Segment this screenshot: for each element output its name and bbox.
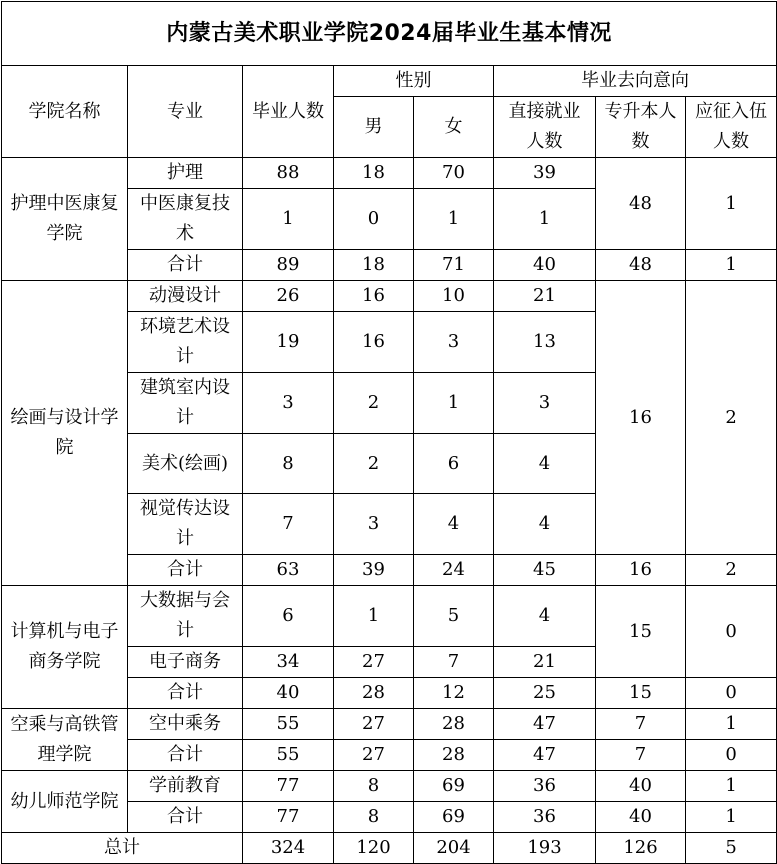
- upgrade-cell: 7: [596, 740, 686, 771]
- male-cell: 2: [334, 434, 414, 494]
- graduates-cell: 6: [243, 586, 334, 647]
- table-row: [2, 771, 777, 802]
- total-row: [2, 833, 777, 864]
- male-cell: 16: [334, 281, 414, 312]
- header-major: 专业: [128, 66, 243, 158]
- graduates-cell: 7: [243, 494, 334, 555]
- employment-cell: 40: [494, 250, 596, 281]
- major-name-cell: 动漫设计: [128, 281, 243, 312]
- title-row: [2, 2, 777, 66]
- upgrade-cell: 126: [596, 833, 686, 864]
- graduates-cell: 88: [243, 158, 334, 189]
- upgrade-cell: 48: [596, 158, 686, 250]
- enlist-cell: 1: [686, 250, 777, 281]
- female-cell: 1: [414, 189, 494, 250]
- graduates-cell: 19: [243, 312, 334, 373]
- employment-cell: 21: [494, 647, 596, 678]
- male-cell: 3: [334, 494, 414, 555]
- graduates-cell: 55: [243, 709, 334, 740]
- female-cell: 28: [414, 740, 494, 771]
- employment-cell: 45: [494, 555, 596, 586]
- header-employment: 直接就业人数: [494, 97, 596, 158]
- graduates-cell: 8: [243, 434, 334, 494]
- graduates-cell: 34: [243, 647, 334, 678]
- subtotal-label: 合计: [128, 678, 243, 709]
- female-cell: 71: [414, 250, 494, 281]
- employment-cell: 25: [494, 678, 596, 709]
- male-cell: 18: [334, 250, 414, 281]
- header-male: 男: [334, 97, 414, 158]
- header-female: 女: [414, 97, 494, 158]
- graduates-cell: 26: [243, 281, 334, 312]
- enlist-cell: 5: [686, 833, 777, 864]
- upgrade-cell: 48: [596, 250, 686, 281]
- enlist-cell: 0: [686, 740, 777, 771]
- header-graduates: 毕业人数: [243, 66, 334, 158]
- major-name-cell: 视觉传达设计: [128, 494, 243, 555]
- upgrade-cell: 40: [596, 802, 686, 833]
- table-row: [2, 709, 777, 740]
- header-enlist: 应征入伍人数: [686, 97, 777, 158]
- header-row-1: [2, 66, 777, 97]
- female-cell: 1: [414, 373, 494, 434]
- enlist-cell: 2: [686, 555, 777, 586]
- upgrade-cell: 15: [596, 678, 686, 709]
- college-name-cell: 空乘与高铁管理学院: [2, 709, 128, 771]
- major-name-cell: 空中乘务: [128, 709, 243, 740]
- employment-cell: 39: [494, 158, 596, 189]
- table-row: [2, 281, 777, 312]
- female-cell: 12: [414, 678, 494, 709]
- college-name-cell: 计算机与电子商务学院: [2, 586, 128, 709]
- male-cell: 28: [334, 678, 414, 709]
- graduates-cell: 55: [243, 740, 334, 771]
- graduates-cell: 77: [243, 771, 334, 802]
- total-label: 总计: [2, 833, 243, 864]
- male-cell: 16: [334, 312, 414, 373]
- employment-cell: 13: [494, 312, 596, 373]
- major-name-cell: 中医康复技术: [128, 189, 243, 250]
- header-destination: 毕业去向意向: [494, 66, 777, 97]
- male-cell: 8: [334, 771, 414, 802]
- female-cell: 6: [414, 434, 494, 494]
- employment-cell: 47: [494, 740, 596, 771]
- header-college: 学院名称: [2, 66, 128, 158]
- female-cell: 69: [414, 771, 494, 802]
- female-cell: 10: [414, 281, 494, 312]
- graduates-cell: 77: [243, 802, 334, 833]
- enlist-cell: 1: [686, 709, 777, 740]
- female-cell: 7: [414, 647, 494, 678]
- employment-cell: 21: [494, 281, 596, 312]
- graduates-cell: 324: [243, 833, 334, 864]
- enlist-cell: 1: [686, 771, 777, 802]
- upgrade-cell: 16: [596, 281, 686, 555]
- female-cell: 70: [414, 158, 494, 189]
- graduates-cell: 63: [243, 555, 334, 586]
- enlist-cell: 1: [686, 802, 777, 833]
- employment-cell: 193: [494, 833, 596, 864]
- college-name-cell: 幼儿师范学院: [2, 771, 128, 833]
- graduates-cell: 1: [243, 189, 334, 250]
- male-cell: 39: [334, 555, 414, 586]
- header-gender: 性别: [334, 66, 494, 97]
- enlist-cell: 0: [686, 678, 777, 709]
- male-cell: 2: [334, 373, 414, 434]
- table-title: 内蒙古美术职业学院2024届毕业生基本情况: [2, 2, 777, 66]
- enlist-cell: 0: [686, 586, 777, 678]
- upgrade-cell: 15: [596, 586, 686, 678]
- enlist-cell: 2: [686, 281, 777, 555]
- male-cell: 120: [334, 833, 414, 864]
- college-name-cell: 绘画与设计学院: [2, 281, 128, 586]
- female-cell: 28: [414, 709, 494, 740]
- major-name-cell: 护理: [128, 158, 243, 189]
- male-cell: 1: [334, 586, 414, 647]
- upgrade-cell: 16: [596, 555, 686, 586]
- employment-cell: 4: [494, 434, 596, 494]
- female-cell: 204: [414, 833, 494, 864]
- major-name-cell: 环境艺术设计: [128, 312, 243, 373]
- female-cell: 24: [414, 555, 494, 586]
- employment-cell: 3: [494, 373, 596, 434]
- employment-cell: 47: [494, 709, 596, 740]
- graduates-cell: 40: [243, 678, 334, 709]
- female-cell: 5: [414, 586, 494, 647]
- subtotal-label: 合计: [128, 555, 243, 586]
- male-cell: 27: [334, 647, 414, 678]
- table-row: [2, 586, 777, 647]
- header-upgrade: 专升本人数: [596, 97, 686, 158]
- graduates-cell: 3: [243, 373, 334, 434]
- table-row: [2, 158, 777, 189]
- female-cell: 4: [414, 494, 494, 555]
- male-cell: 27: [334, 709, 414, 740]
- enlist-cell: 1: [686, 158, 777, 250]
- female-cell: 3: [414, 312, 494, 373]
- subtotal-label: 合计: [128, 250, 243, 281]
- employment-cell: 36: [494, 771, 596, 802]
- major-name-cell: 大数据与会计: [128, 586, 243, 647]
- subtotal-label: 合计: [128, 740, 243, 771]
- major-name-cell: 建筑室内设计: [128, 373, 243, 434]
- employment-cell: 4: [494, 494, 596, 555]
- upgrade-cell: 40: [596, 771, 686, 802]
- employment-cell: 4: [494, 586, 596, 647]
- college-name-cell: 护理中医康复学院: [2, 158, 128, 281]
- male-cell: 0: [334, 189, 414, 250]
- major-name-cell: 美术(绘画): [128, 434, 243, 494]
- male-cell: 27: [334, 740, 414, 771]
- male-cell: 18: [334, 158, 414, 189]
- upgrade-cell: 7: [596, 709, 686, 740]
- employment-cell: 1: [494, 189, 596, 250]
- employment-cell: 36: [494, 802, 596, 833]
- graduates-cell: 89: [243, 250, 334, 281]
- major-name-cell: 学前教育: [128, 771, 243, 802]
- graduate-statistics-table: [1, 1, 777, 864]
- subtotal-label: 合计: [128, 802, 243, 833]
- male-cell: 8: [334, 802, 414, 833]
- major-name-cell: 电子商务: [128, 647, 243, 678]
- female-cell: 69: [414, 802, 494, 833]
